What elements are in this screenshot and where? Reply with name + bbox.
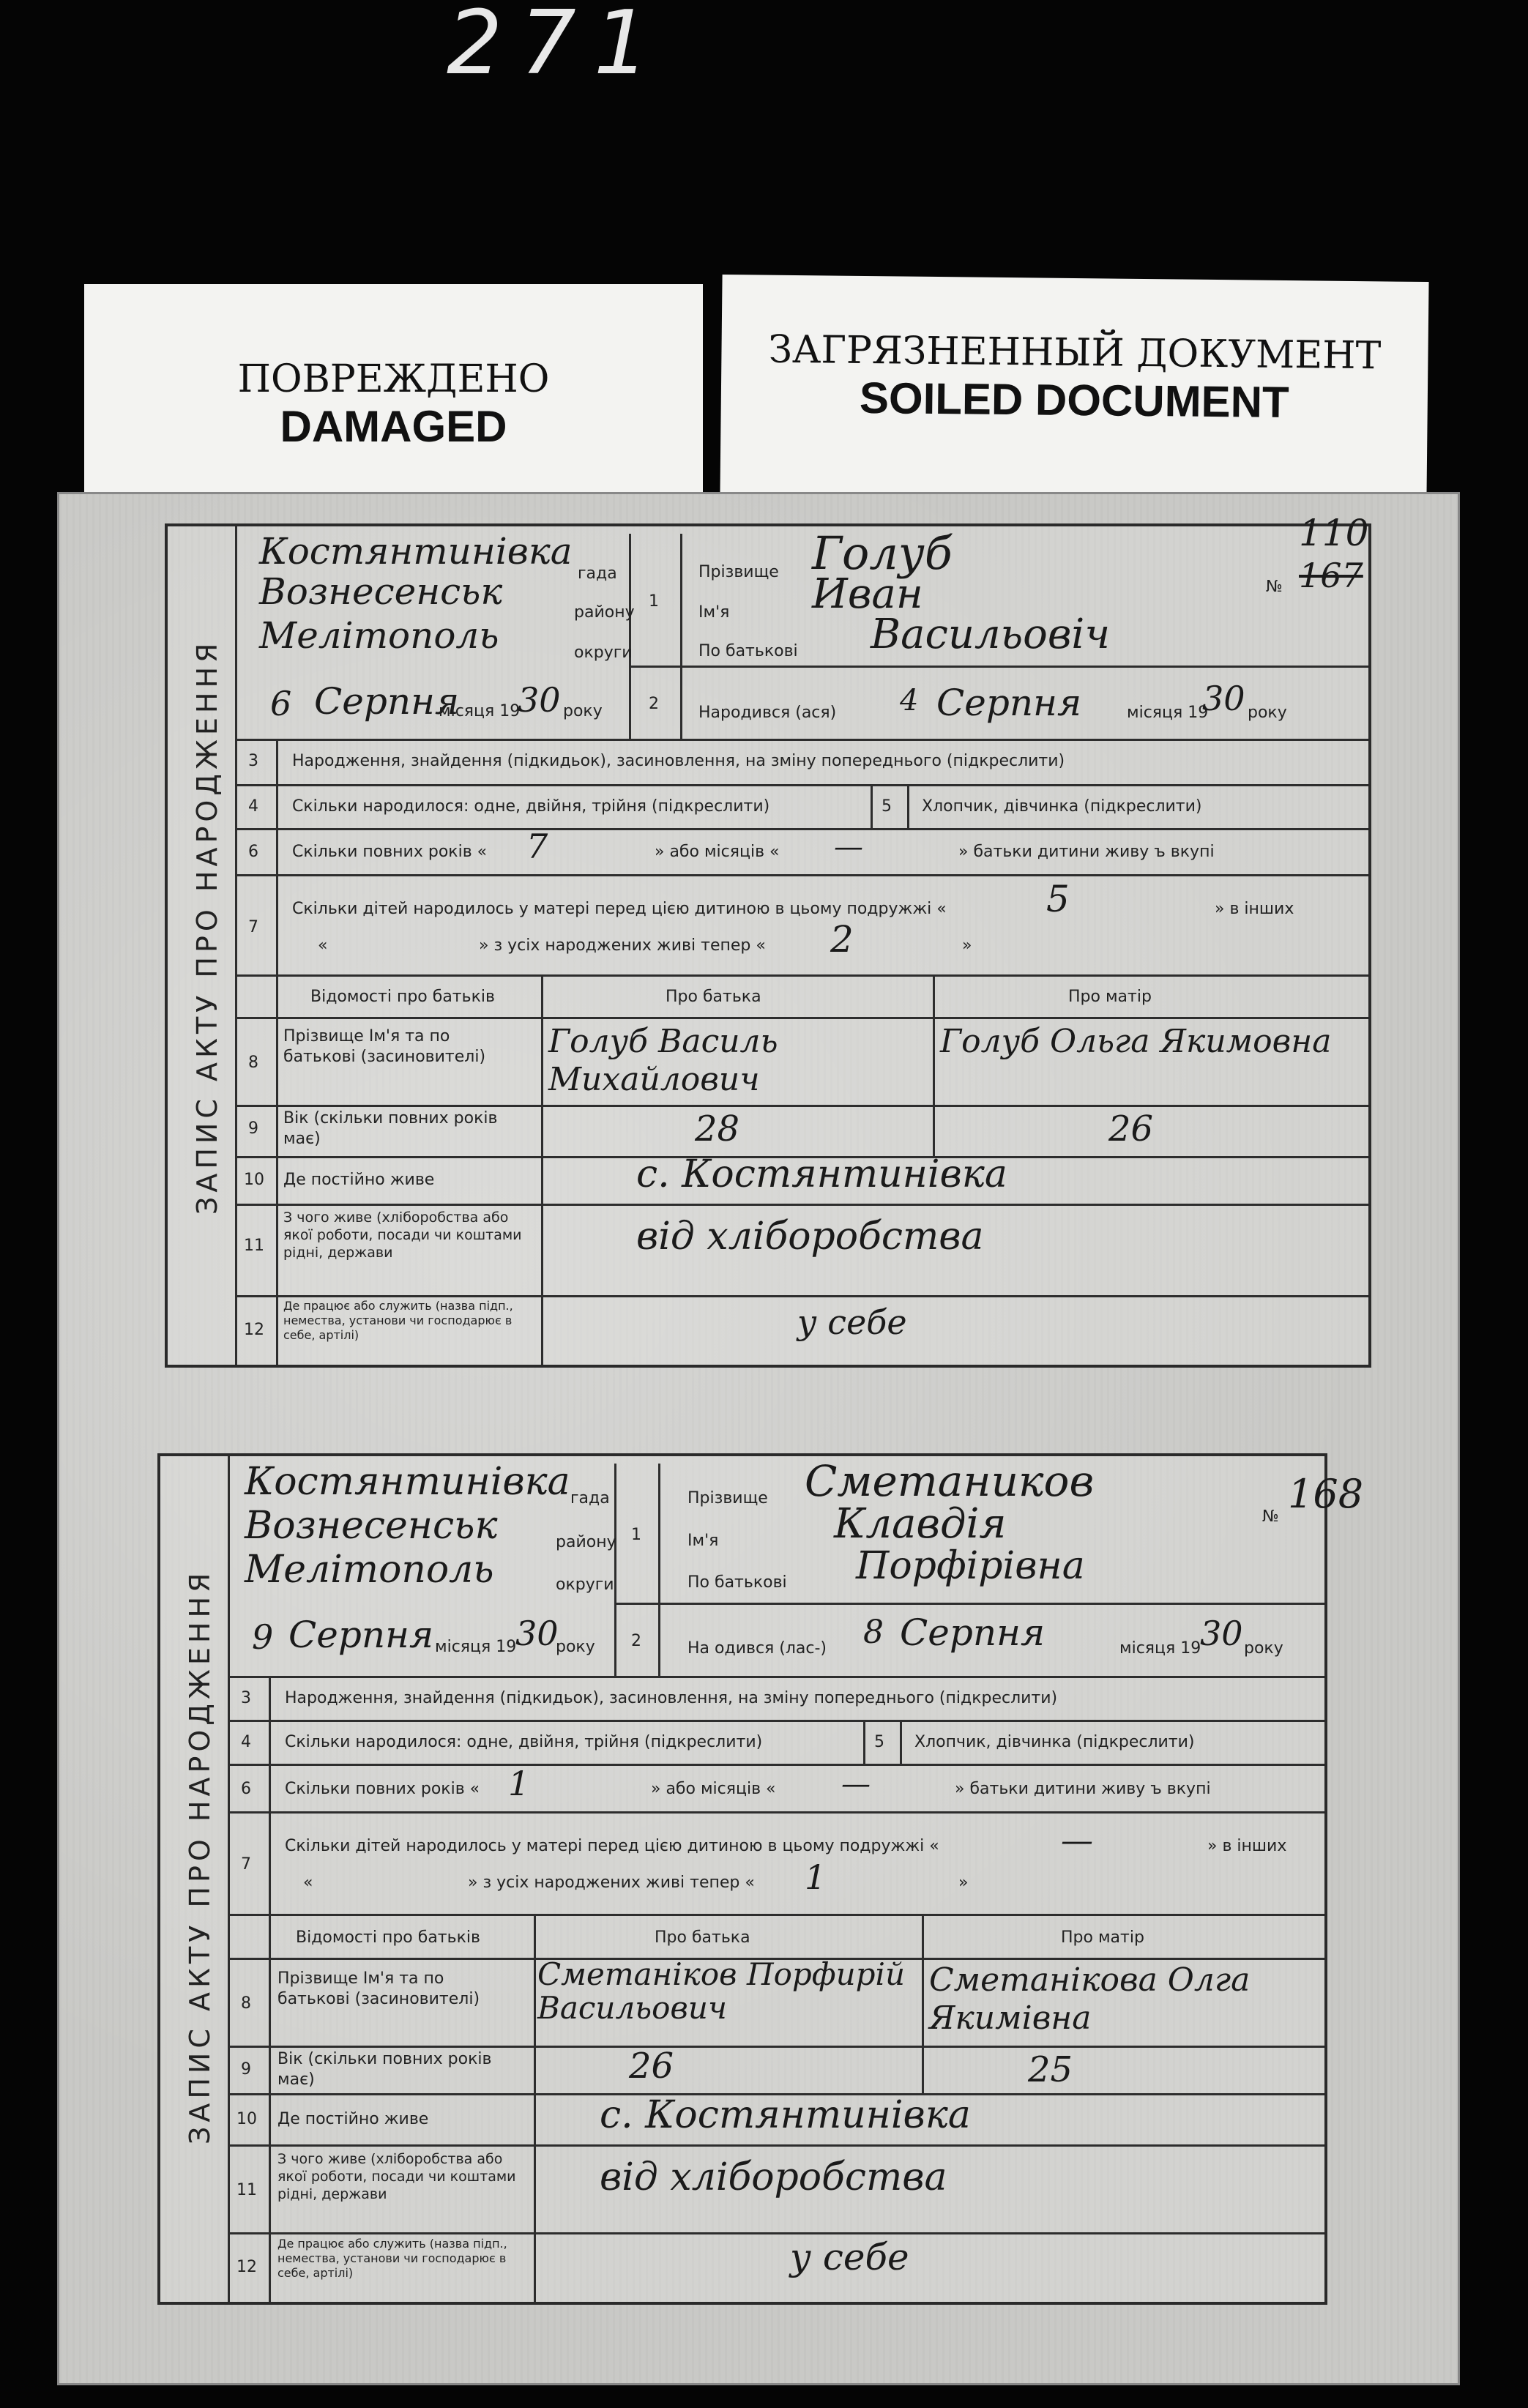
row-num-3b: 3 xyxy=(241,1689,251,1707)
record-1-reg-month: Серпня xyxy=(314,680,460,723)
row12-text-2: Де працює або служить (назва підп., немества, установи чи господарює в себе, артілі) xyxy=(277,2237,507,2280)
label-misiatsia-2b: місяця 19 xyxy=(1119,1639,1201,1658)
label-okrugy-1: округи xyxy=(574,644,633,662)
pro-matir-1: Про матір xyxy=(1068,988,1152,1006)
row9-text-1: Вік (скільки повних років має) xyxy=(283,1109,498,1148)
row8-text-1: Прізвище Ім'я та по батькові (засиновителі) xyxy=(283,1027,486,1066)
label-born-2: На одився (лас-) xyxy=(687,1639,827,1658)
label-raionu-1: району xyxy=(574,603,635,622)
label-roku-2b: року xyxy=(1244,1639,1283,1658)
record-2-father-age: 26 xyxy=(629,2046,674,2087)
label-misiatsia-2: місяця 19 xyxy=(435,1638,517,1656)
row-num-9: 9 xyxy=(248,1119,258,1138)
birth-record-2 xyxy=(157,1453,1364,2305)
record-1-number-old: 167 xyxy=(1299,556,1363,595)
label-no-2: № xyxy=(1262,1507,1279,1526)
row-num-12b: 12 xyxy=(236,2258,257,2276)
row7-b-2: » в інших xyxy=(1207,1837,1287,1855)
record-2-name: Клавдія xyxy=(834,1500,1007,1548)
record-2-months-together: — xyxy=(841,1767,871,1801)
row11-text-2: З чого живе (хліборобства або якої роботи, посади чи коштами рідні, держави xyxy=(277,2151,516,2202)
pro-matir-2: Про матір xyxy=(1061,1928,1144,1947)
label-surname-2: Прізвище xyxy=(687,1489,768,1507)
row-num-5: 5 xyxy=(882,797,892,816)
label-name-1: Ім'я xyxy=(698,603,730,622)
record-1-village: Костянтинівка xyxy=(259,530,573,573)
birth-record-1 xyxy=(165,512,1371,1368)
row-num-7: 7 xyxy=(248,918,258,936)
record-1-birth-day: 4 xyxy=(900,684,919,717)
label-misiatsia-1b: місяця 19 xyxy=(1127,704,1209,722)
record-2-workplace: у себе xyxy=(790,2236,909,2278)
record-1-patronymic: Васильовіч xyxy=(871,611,1111,658)
row-num-2b: 2 xyxy=(631,1632,641,1650)
label-misiatsia-1: місяця 19 xyxy=(439,702,521,720)
record-2-mother-name: Сметанікова Олга Якимівна xyxy=(929,1961,1251,2037)
record-1-living-now: 2 xyxy=(830,918,854,961)
record-2-reg-month: Серпня xyxy=(288,1614,434,1656)
soiled-stamp xyxy=(720,275,1428,502)
row6-a-2: Скільки повних років « xyxy=(285,1780,480,1798)
row7-c-1: « xyxy=(318,936,328,955)
record-2-village: Костянтинівка xyxy=(245,1460,570,1504)
row-num-4: 4 xyxy=(248,797,258,816)
row7-e-1: » xyxy=(962,936,972,955)
record-1-mother-age: 26 xyxy=(1108,1108,1154,1149)
row-num-5b: 5 xyxy=(874,1733,884,1751)
record-2-raion: Вознесенськ xyxy=(245,1504,498,1548)
label-roku-1b: року xyxy=(1248,704,1287,722)
record-1-mother-name: Голуб Ольга Якимовна xyxy=(940,1023,1332,1060)
row-num-2: 2 xyxy=(649,695,659,713)
record-1-father-name: Голуб Василь Михайлович xyxy=(548,1023,778,1098)
soiled-stamp-en: SOILED DOCUMENT xyxy=(859,373,1289,428)
record-2-birth-year: 30 xyxy=(1200,1614,1243,1653)
row-num-6b: 6 xyxy=(241,1780,251,1798)
label-raionu-2: району xyxy=(556,1533,616,1551)
pro-batka-2: Про батька xyxy=(655,1928,750,1947)
label-name-2: Ім'я xyxy=(687,1532,719,1550)
row10-text-1: Де постійно живе xyxy=(283,1171,435,1189)
record-2-surname: Сметаников xyxy=(805,1456,1095,1506)
vidomosti-1: Відомості про батьків xyxy=(310,988,495,1006)
row4-text-1: Скільки народилося: одне, двійня, трійня (підкреслити) xyxy=(292,797,770,816)
row7-a-2: Скільки дітей народилось у матері перед цією дитиною в цьому подружжі « xyxy=(285,1837,939,1855)
row-num-1b: 1 xyxy=(631,1526,641,1544)
soiled-stamp-ru: ЗАГРЯЗНЕННЫЙ ДОКУМЕНТ xyxy=(768,327,1382,379)
row7-c-2: « xyxy=(303,1874,313,1892)
row-num-11: 11 xyxy=(244,1237,264,1255)
row-num-12: 12 xyxy=(244,1321,264,1339)
row7-a-1: Скільки дітей народилось у матері перед цією дитиною в цьому подружжі « xyxy=(292,900,947,918)
row7-e-2: » xyxy=(958,1874,969,1892)
record-1-reg-year: 30 xyxy=(518,680,561,720)
record-1-side-title: ЗАПИС АКТУ ПРО НАРОДЖЕННЯ xyxy=(191,638,223,1215)
row-num-6: 6 xyxy=(248,843,258,861)
row10-text-2: Де постійно живе xyxy=(277,2110,429,2128)
row3-text-1: Народження, знайдення (підкидьок), засиновлення, на зміну попереднього (підкреслити) xyxy=(292,752,1065,770)
record-2-birth-month: Серпня xyxy=(900,1611,1046,1654)
row5-text-2: Хлопчик, дівчинка (підкреслити) xyxy=(914,1733,1195,1751)
record-2-patronymic: Порфірівна xyxy=(856,1544,1085,1588)
row8-text-2: Прізвище Ім'я та по батькові (засиновителі) xyxy=(277,1969,480,2008)
label-roku-2: року xyxy=(556,1638,595,1656)
record-2-number: 168 xyxy=(1288,1471,1364,1517)
record-1-name: Иван xyxy=(812,570,923,618)
record-2-reg-day: 9 xyxy=(252,1617,274,1657)
label-roku-1: року xyxy=(563,702,603,720)
row-num-11b: 11 xyxy=(236,2181,257,2199)
row-num-1: 1 xyxy=(649,592,659,611)
label-patronymic-2: По батькові xyxy=(687,1573,787,1592)
row4-text-2: Скільки народилося: одне, двійня, трійня (підкреслити) xyxy=(285,1733,763,1751)
vidomosti-2: Відомості про батьків xyxy=(296,1928,480,1947)
row7-d-2: » з усіх народжених живі тепер « xyxy=(468,1874,755,1892)
record-1-surname: Голуб xyxy=(812,526,953,580)
record-2-reg-year: 30 xyxy=(515,1614,559,1653)
label-patronymic-1: По батькові xyxy=(698,642,798,660)
row7-d-1: » з усіх народжених живі тепер « xyxy=(479,936,766,955)
row6-c-2: » батьки дитини живу ъ вкупі xyxy=(955,1780,1211,1798)
row-num-4b: 4 xyxy=(241,1733,251,1751)
record-2-years-together: 1 xyxy=(508,1764,530,1803)
record-1-birth-month: Серпня xyxy=(936,682,1082,724)
row6-a-1: Скільки повних років « xyxy=(292,843,488,861)
damaged-stamp-ru: ПОВРЕЖДЕНО xyxy=(237,357,550,401)
row3-text-2: Народження, знайдення (підкидьок), засиновлення, на зміну попереднього (підкреслити) xyxy=(285,1689,1058,1707)
record-1-number: 110 xyxy=(1299,512,1369,554)
record-1-birth-year: 30 xyxy=(1202,679,1245,718)
record-2-children-before: — xyxy=(1061,1822,1093,1860)
row11-text-1: З чого живе (хліборобства або якої роботи, посади чи коштами рідні, держави xyxy=(283,1209,522,1261)
record-2-side-title: ЗАПИС АКТУ ПРО НАРОДЖЕННЯ xyxy=(184,1568,216,2144)
folio-number: 271 xyxy=(447,0,668,94)
record-1-months-together: — xyxy=(834,830,863,864)
record-1-okruh: Мелітополь xyxy=(259,614,499,657)
record-2-living-now: 1 xyxy=(805,1857,827,1897)
row-num-7b: 7 xyxy=(241,1855,251,1874)
record-1-livelihood: від хліборобства xyxy=(636,1215,984,1259)
record-1-children-before: 5 xyxy=(1046,878,1070,920)
record-1-raion: Вознесенськ xyxy=(259,570,503,613)
label-okrugy-2: округи xyxy=(556,1576,614,1594)
row9-text-2: Вік (скільки повних років має) xyxy=(277,2050,492,2089)
row-num-10b: 10 xyxy=(236,2110,257,2128)
row-num-10: 10 xyxy=(244,1171,264,1189)
record-2-okruh: Мелітополь xyxy=(245,1548,494,1592)
pro-batka-1: Про батька xyxy=(666,988,761,1006)
row-num-8: 8 xyxy=(248,1054,258,1072)
label-surname-1: Прізвище xyxy=(698,563,779,581)
record-2-birth-day: 8 xyxy=(863,1614,884,1651)
label-gada-1: гада xyxy=(578,564,617,583)
record-1-reg-day: 6 xyxy=(270,684,292,723)
row6-b-2: » або місяців « xyxy=(651,1780,776,1798)
label-no-1: № xyxy=(1266,578,1283,596)
row7-b-1: » в інших xyxy=(1215,900,1294,918)
record-1-father-age: 28 xyxy=(695,1108,740,1149)
damaged-stamp-en: DAMAGED xyxy=(280,402,507,451)
record-2-livelihood: від хліборобства xyxy=(600,2155,947,2199)
damaged-stamp xyxy=(84,284,703,496)
row-num-8b: 8 xyxy=(241,1994,251,2013)
row-num-3: 3 xyxy=(248,752,258,770)
label-born-1: Народився (ася) xyxy=(698,704,837,722)
label-gada-2: гада xyxy=(570,1489,610,1507)
record-1-years-together: 7 xyxy=(526,827,548,866)
row5-text-1: Хлопчик, дівчинка (підкреслити) xyxy=(922,797,1202,816)
row-num-9b: 9 xyxy=(241,2060,251,2079)
record-1-residence: с. Костянтинівка xyxy=(636,1152,1007,1196)
record-2-mother-age: 25 xyxy=(1028,2049,1073,2090)
row6-b-1: » або місяців « xyxy=(655,843,780,861)
row12-text-1: Де працює або служить (назва підп., немества, установи чи господарює в себе, артілі) xyxy=(283,1299,513,1342)
record-2-father-name: Сметаніков Порфирій Васильович xyxy=(537,1956,906,2026)
row6-c-1: » батьки дитини живу ъ вкупі xyxy=(958,843,1215,861)
record-2-residence: с. Костянтинівка xyxy=(600,2093,971,2137)
record-1-workplace: у себе xyxy=(797,1302,907,1342)
